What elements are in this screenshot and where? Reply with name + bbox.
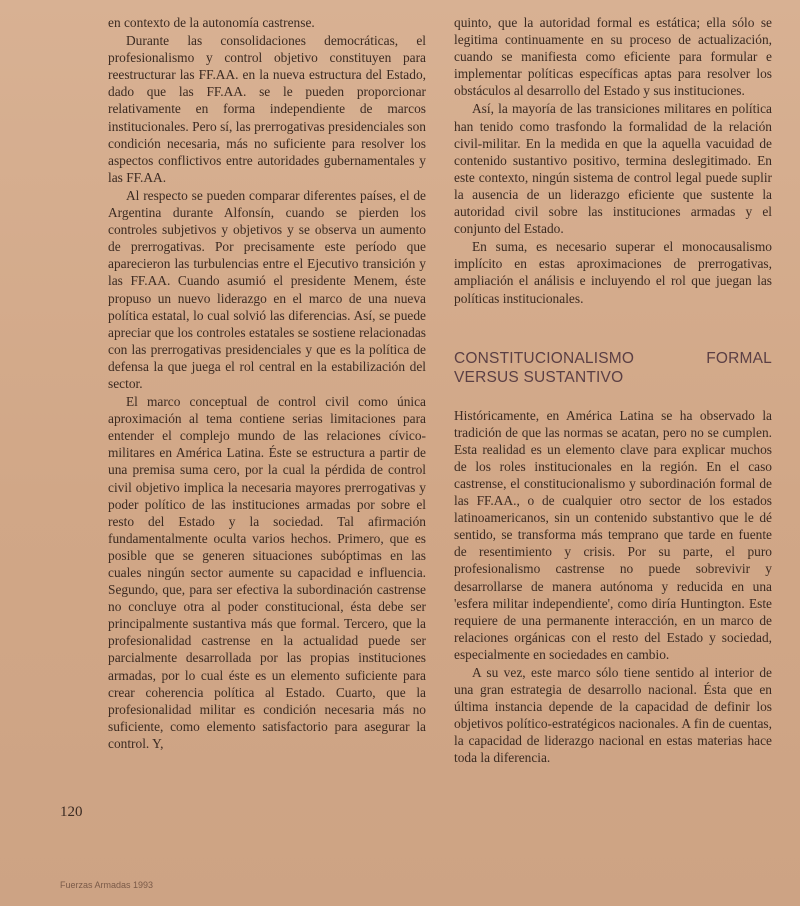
paragraph: Al respecto se pueden comparar diferentes países, el de Argentina durante Alfonsín, cuando se pierden los controles subjetivos y objetivos y se observa un aumento de prerrogativas. Por precisamente este período que aparecieron las turbulencias entre el Ejecutivo transición y las FF.AA. Cuando asumió el presidente Menem, éste propuso un nuevo liderazgo en el marco de una nueva política estatal, lo cual solvió las diferencias. Así, se puede apreciar que los controles estatales se sostiene relacionadas con las prerrogativas presidenciales y que es la política de defensa la que juega el rol central en la estabilización del sector. — [108, 187, 426, 391]
paragraph: en contexto de la autonomía castrense. — [108, 15, 315, 30]
page-number: 120 — [60, 804, 83, 820]
paragraph: El marco conceptual de control civil como única aproximación al tema contiene serias limitaciones para entender el complejo mundo de las relaciones cívico-militares en América Latina. Éste se estructura a partir de una premisa suma cero, por la cual la pérdida de control civil objetivo implica la necesaria mayores prerrogativas y poder político de las instituciones armadas por sobre el resto del Estado y la sociedad. Tal afirmación fundamentalmente oculta varios hechos. Primero, que es posible que se generen situaciones subóptimas en las cuales ningún sector aumente su capacidad e influencia. Segundo, que, para ser efectiva la subordinación castrense no concluye otra al poder constitucional, ésta debe ser principalmente sustantiva más que formal. Tercero, que la profesionalidad castrense en la actualidad puede ser parcialmente desarrollada por las propias instituciones armadas, por lo cual éste es un elemento suficiente para crear coherencia política al Estado. Cuarto, que la profesionalidad militar es condición necesaria más no suficiente, como elemento satisfactorio para asegurar la control. Y, — [108, 394, 426, 751]
paragraph: A su vez, este marco sólo tiene sentido al interior de una gran estrategia de desarrollo nacional. Ésta que en última instancia depende de la capacidad de definir los objetivos político-estratégicos nacionales. A fin de cuentas, la capacidad de liderazgo nacional en estas materias hace toda la diferencia. — [454, 665, 772, 766]
paragraph: Durante las consolidaciones democráticas, el profesionalismo y control objetivo constituyen para reestructurar las FF.AA. en la nueva estructura del Estado, dado que las FF.AA. se le pueden proporcionar relativamente en forma independiente de marcos institucionales. Pero sí, las prerrogativas presidenciales son condición necesaria, más no suficiente para resolver los aspectos conflictivos entre autoridades gubernamentales y las FF.AA. — [108, 33, 426, 185]
paragraph: En suma, es necesario superar el monocausalismo implícito en estas aproximaciones de prerrogativas, ampliación el análisis e incluyendo el rol que juegan las políticas institucionales. — [454, 239, 772, 306]
left-column — [108, 14, 426, 752]
paragraph: quinto, que la autoridad formal es estática; ella sólo se legitima continuamente en su proceso de actualización, cuando se manifiesta como eficiente para formular e implementar políticas específicas aptas para resolver los obstáculos al desarrollo del Estado y sus instituciones. — [454, 15, 772, 99]
section-heading: CONSTITUCIONALISMO FORMAL VERSUS SUSTANTIVO — [454, 349, 772, 386]
page-footer: Fuerzas Armadas 1993 — [60, 880, 154, 890]
paragraph: Así, la mayoría de las transiciones militares en política han tenido como trasfondo la formalidad de la relación civil-militar. En la medida en que la aquella vacuidad de contenido sustantivo positivo, termina deslegitimado. En este contexto, ningún sistema de control legal puede suplir la ausencia de un liderazgo eficiente que sustente la autoridad civil sobre las instituciones armadas y el conjunto del Estado. — [454, 101, 772, 237]
right-column — [454, 14, 772, 767]
paragraph: Históricamente, en América Latina se ha observado la tradición de que las normas se acatan, pero no se cumplen. Esta realidad es un elemento clave para explicar muchos de los roles institucionales en la región. En el caso castrense, el constitucionalismo y subordinación formal de las FF.AA., o de cualquier otro sector de los estados latinoamericanos, sin un contenido substantivo que le dé sentido, se transforma más temprano que tarde en fuente de resentimiento y crisis. Por su parte, el puro profesionalismo castrense no puede sobrevivir y desarrollarse de manera autónoma y reducida en una 'esfera militar independiente', como diría Huntington. Este requiere de una permanente interacción, en un marco de relaciones orgánicas con el resto del Estado y sociedad, especialmente en sociedades en cambio. — [454, 407, 772, 662]
